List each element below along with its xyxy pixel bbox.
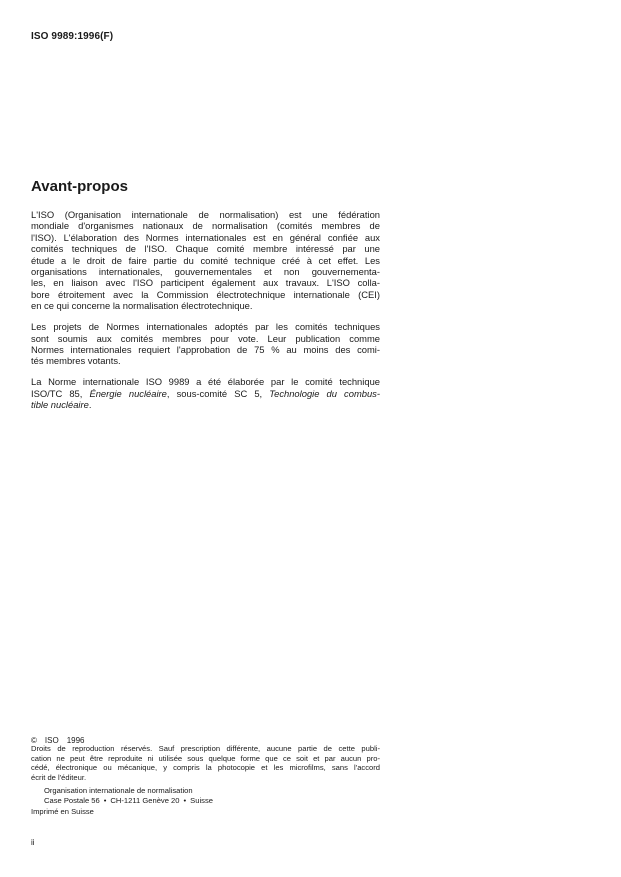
copyright-org: ISO <box>44 736 59 745</box>
rights-line: cation ne peut être reproduite ni utilisée sous quelque forme que ce soit et par aucun pro- <box>31 753 380 763</box>
bullet-icon: • <box>103 795 107 805</box>
document-id: ISO 9989:1996(F) <box>31 31 114 42</box>
sentence-end: . <box>88 399 92 411</box>
copyright-year: 1996 <box>66 736 85 745</box>
paragraph-line: Normes internationales requiert l'approbation de 75 % au moins des comi- <box>31 343 380 355</box>
paragraph-line: tés membres votants. <box>31 355 121 367</box>
paragraph-line <box>31 388 380 399</box>
paragraph-line: Les projets de Normes internationales adoptés par les comités techniques <box>31 321 380 333</box>
paragraph-line: en ce qui concerne la normalisation électrotechnique. <box>31 300 253 312</box>
rights-notice <box>31 744 380 782</box>
paragraph-line <box>31 399 380 410</box>
committee-title: Énergie nucléaire <box>89 387 167 399</box>
paragraph-line: mondiale d'organismes nationaux de normalisation (comités membres de <box>31 220 380 232</box>
paragraph-line: La Norme internationale ISO 9989 a été élaborée par le comité technique <box>31 376 380 388</box>
paragraph-3 <box>31 376 380 410</box>
address-country: Suisse <box>190 795 213 805</box>
rights-line: cédé, électronique ou mécanique, y compris la photocopie et les microfilms, sans l'accord <box>31 763 380 772</box>
paragraph-line: les, en liaison avec l'ISO participent également aux travaux. L'ISO colla- <box>31 277 380 289</box>
printed-in: Imprimé en Suisse <box>31 807 94 816</box>
publisher-address <box>44 786 213 805</box>
page-number: ii <box>31 838 35 847</box>
rights-line: écrit de l'éditeur. <box>31 772 87 782</box>
paragraph-line: organisations internationales, gouvernementales et non gouvernementa- <box>31 266 380 278</box>
subcommittee-title-end: tible nucléaire <box>31 399 89 411</box>
copyright-symbol: © <box>31 736 37 745</box>
paragraph-line: bore étroitement avec la Commission électrotechnique internationale (CEI) <box>31 288 380 300</box>
bullet-icon: • <box>183 795 187 805</box>
foreword-body <box>31 209 380 420</box>
address-po-box: Case Postale 56 <box>44 795 100 805</box>
subcommittee-title: Technologie du combus- <box>269 387 380 399</box>
section-heading: Avant-propos <box>31 178 128 195</box>
paragraph-line: comités techniques de l'ISO. Chaque comité membre intéressé par une <box>31 243 380 255</box>
address-city: CH-1211 Genève 20 <box>110 795 180 805</box>
paragraph-1 <box>31 209 380 312</box>
committee-ref: ISO/TC 85, <box>31 387 90 399</box>
subcommittee-ref: , sous-comité SC 5, <box>166 387 270 399</box>
rights-line: Droits de reproduction réservés. Sauf prescription différente, aucune partie de cette publi- <box>31 744 380 753</box>
org-name: Organisation internationale de normalisation <box>44 786 193 795</box>
paragraph-2 <box>31 321 380 367</box>
paragraph-line: L'ISO (Organisation internationale de normalisation) est une fédération <box>31 209 380 220</box>
address-line <box>44 796 213 806</box>
paragraph-line: sont soumis aux comités membres pour vote. Leur publication comme <box>31 332 380 344</box>
paragraph-line: l'ISO). L'élaboration des Normes internationales est en général confiée aux <box>31 231 380 243</box>
paragraph-line: étude a le droit de faire partie du comité technique créé à cet effet. Les <box>31 254 380 266</box>
